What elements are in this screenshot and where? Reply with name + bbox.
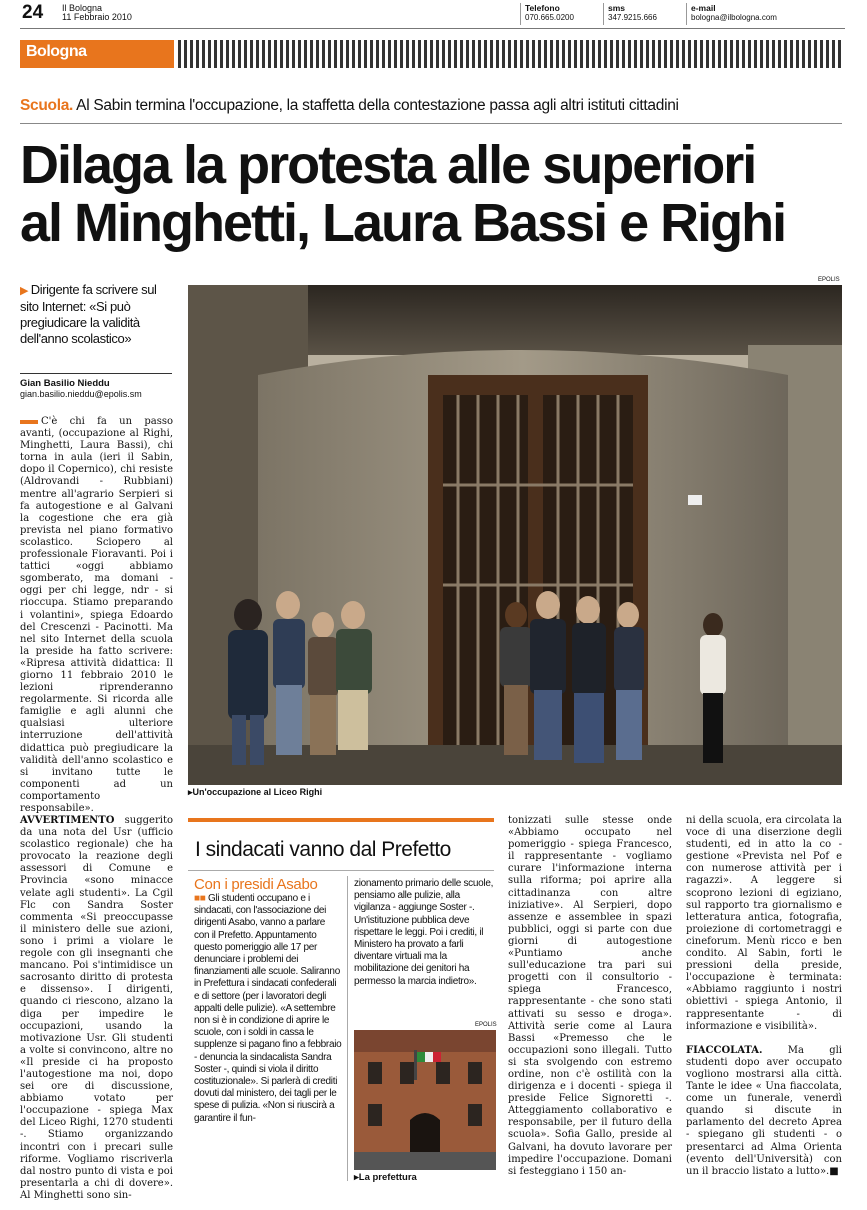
- kicker-rule: [20, 123, 842, 124]
- section-stripes: [178, 40, 842, 68]
- col1-lead: AVVERTIMENTO: [20, 815, 115, 826]
- article-text-5b: Ma gli studenti dopo aver occupato vogliono mostrarsi alla città. Tante le idee « Una fiaccolata, come un funerale, venerdì quando si discute in parlamento del decreto Aprea - spiegano gli studenti - o presentarci ad Alma Orienta (evento dell'Università) con un il braccio listato a lutto».■: [686, 1044, 842, 1177]
- article-text-1: C'è chi fa un passo avanti, (occupazione al Righi, Minghetti, Laura Bassi), chi torna in aula (ieri il Sabin, dopo il Copernico), chi resiste (Aldrovandi - Rubbiani) mentre all'agrario Serpieri si fa autogestione e al Galvani la cogestione che era già prevista nel piano formativo scolastico. Sciopero al professionale Fioravanti. Poi i tattici «oggi abbiamo sgomberato, ma domani - oggi per chi legge, ndr - si rioccupa. Stiamo preparando i volantini», spiega Edoardo del Crescenzi - Pacinotti. Ma nel sito Internet della scuola la preside ha fatto scrivere: «Ripresa attività didattica: Il giorno 11 febbraio 2010 le lezioni riprenderanno regolarmente. Si ricorda alle famiglie e agli alunni che qualsiasi ulteriore interruzione dell'attività didattica può pregiudicare la validità dell'anno scolastico e si invitano tutte le componenti ad un comportamento responsabile».: [20, 416, 173, 814]
- article-column-1-bottom: [20, 815, 173, 1202]
- paper-name: Il Bologna: [62, 3, 103, 13]
- lead-marker: [20, 420, 38, 424]
- box-text-1: Gli studenti occupano e i sindacati, con l'associazione dei dirigenti Asabo, vanno a parlare con il Prefetto. Appuntamento questo pomeriggio alle 17 per denunciare i problemi dei finanziamenti alle scuole. Saliranno in Prefettura i sindacati confederali e di settore (per i lavoratori degli appalti delle pulizie). «A settembre non si è in condizione di aprire le scuole, con i soldi in cassa le supplenze si pagano fino a febbraio - denuncia la sindacalista Sandra Soster -, quindi si viola il diritto costituzionale». Si parlerà di crediti dovuti dal ministero, dei tagli per le spese di pulizia. «Non si riuscirà a garantire il fun-: [194, 893, 342, 1124]
- kicker: [20, 97, 842, 115]
- header-rule: [20, 28, 845, 29]
- prefettura-photo: [354, 1030, 496, 1170]
- box-subtitle: Con i presidi Asabo: [194, 876, 318, 893]
- box-title: I sindacati vanno dal Prefetto: [195, 838, 451, 861]
- kicker-text: Al Sabin termina l'occupazione, la staffetta della contestazione passa agli altri istituti cittadini: [73, 97, 679, 114]
- email-contact: [686, 3, 842, 25]
- box-separator: [347, 876, 348, 1181]
- sms-contact: [603, 3, 683, 25]
- kicker-keyword: Scuola.: [20, 97, 74, 114]
- page-number: 24: [22, 2, 44, 23]
- box-lead-mark: ■■: [194, 893, 206, 904]
- issue-date: 11 Febbraio 2010: [62, 12, 132, 22]
- photo2-caption: ▸La prefettura: [354, 1172, 417, 1183]
- paper-info: [62, 4, 132, 22]
- main-photo: [188, 285, 842, 785]
- subhead-text: Dirigente fa scrivere sul sito Internet: «Si può pregiudicare la validità dell'anno scolastico»: [20, 282, 157, 346]
- article-column-1-top: [20, 416, 173, 815]
- photo-caption: ▸Un'occupazione al Liceo Righi: [188, 787, 323, 797]
- orange-triangle-icon: ▶: [20, 285, 31, 297]
- author-email: gian.basilio.nieddu@epolis.sm: [20, 389, 142, 399]
- email-label: e-mail: [691, 3, 716, 13]
- byline: [20, 378, 142, 400]
- phone-label: Telefono: [525, 3, 560, 13]
- subhead: [20, 282, 172, 347]
- headline-line-2: al Minghetti, Laura Bassi e Righi: [20, 193, 786, 253]
- photo-credit: EPOLIS: [818, 277, 840, 283]
- article-text-2: suggerito da una nota del Usr (ufficio scolastico regionale) che ha provocato la reazione degli assessori di Comune e Provincia «sono minacce velate agli studenti». La Cgil Flc con Sandra Soster commenta «Si preoccupasse il ministero delle sue azioni, sono i primi a violare le regole con gli insegnanti che mancano. Poi s'intimidisce un sacrosanto diritto di protesta e dissenso». I dirigenti, quando ci riescono, alzano la diga per impedire le occupazioni, usando la motivazione Usr. Gli studenti a volte si convincono, altre no «Il preside ci ha proposto l'autogestione ma noi, dopo sei ore di discussione, abbiamo votato per l'occupazione - spiega Max del Liceo Righi, 1270 studenti -. Stiamo organizzando incontri con i precari sulle riforme. Vogliamo riscriverla dal nostro punto di vista e poi presentarla a chi di dovere». Al Minghetti sono sin-: [20, 815, 173, 1201]
- headline-line-1: Dilaga la protesta alle superiori: [20, 135, 756, 195]
- article-column-5: [686, 815, 842, 1178]
- sms-value: 347.9215.666: [608, 13, 657, 22]
- phone-value: 070.665.0200: [525, 13, 574, 22]
- article-column-4: tonizzati sulle stesse onde «Abbiamo occupato nel pomeriggio - spiega Francesco, il rappresentante - vogliamo curare l'informazione interna sulla riforma; poi aprire alla cittadinanza con altre iniziative». Al Serpieri, dopo assenze e assemblee in spazi pubblici, oggi si parte con due giorni di autogestione «Puntiamo anche sull'educazione tra pari sui progetti con il consultorio - spiega Francesco, rappresentante - che sono stati attivati su sesso e droga». Attività serie come al Laura Bassi «Premesso che le occupazioni sono illegali. Tutto si sta svolgendo con estremo ordine, non c'è ostilità con la dirigenza e i docenti - spiega il preside Felice Signoretti -. Atteggiamento collaborativo e responsabile, per il futuro della scuola». Sofia Gallo, preside al Galvani, ha dovuto lavorare per impedire l'occupazione. Domani si festeggiano i 150 an-: [508, 815, 672, 1177]
- box-column-1: [194, 893, 342, 1125]
- article-text-5a: ni della scuola, era circolata la voce di una diserzione degli studenti, ed in atto la co - gestione «Prevista nel Pof e con numerose attività per i ragazzi». A leggere si scoprono lezioni di egiziano, sul rapporto tra giornalismo e letteratura antica, fotografia, proiezione di cortometraggi e cineforum. Menù ricco e ben condito. Al Sabin, forti le pressioni della preside, l'occupazione è terminata: «Abbiamo raggiunto i nostri obiettivi - spiega Antonio, il rappresentante - di informazione e visibilità».: [686, 815, 842, 1032]
- email-value: bologna@ilbologna.com: [691, 13, 777, 22]
- box-rule: [188, 870, 494, 871]
- section-label: Bologna: [26, 43, 87, 60]
- byline-rule: [20, 373, 172, 374]
- photo2-credit: EPOLIS: [475, 1022, 497, 1028]
- phone-contact: [520, 3, 600, 25]
- headline: [20, 136, 850, 252]
- sms-label: sms: [608, 3, 626, 13]
- author-name: Gian Basilio Nieddu: [20, 378, 110, 389]
- col5-lead: FIACCOLATA.: [686, 1044, 763, 1056]
- box-column-2: zionamento primario delle scuole, pensiamo alle pulizie, alla vigilanza - aggiunge Soster -. Un'istituzione pubblica deve rispettare le leggi. Poi i crediti, il Ministero ha provato a farli diventare virtuali ma la mobilitazione dei genitori ha permesso la marcia indietro».: [354, 878, 494, 987]
- box-top-bar: [188, 818, 494, 822]
